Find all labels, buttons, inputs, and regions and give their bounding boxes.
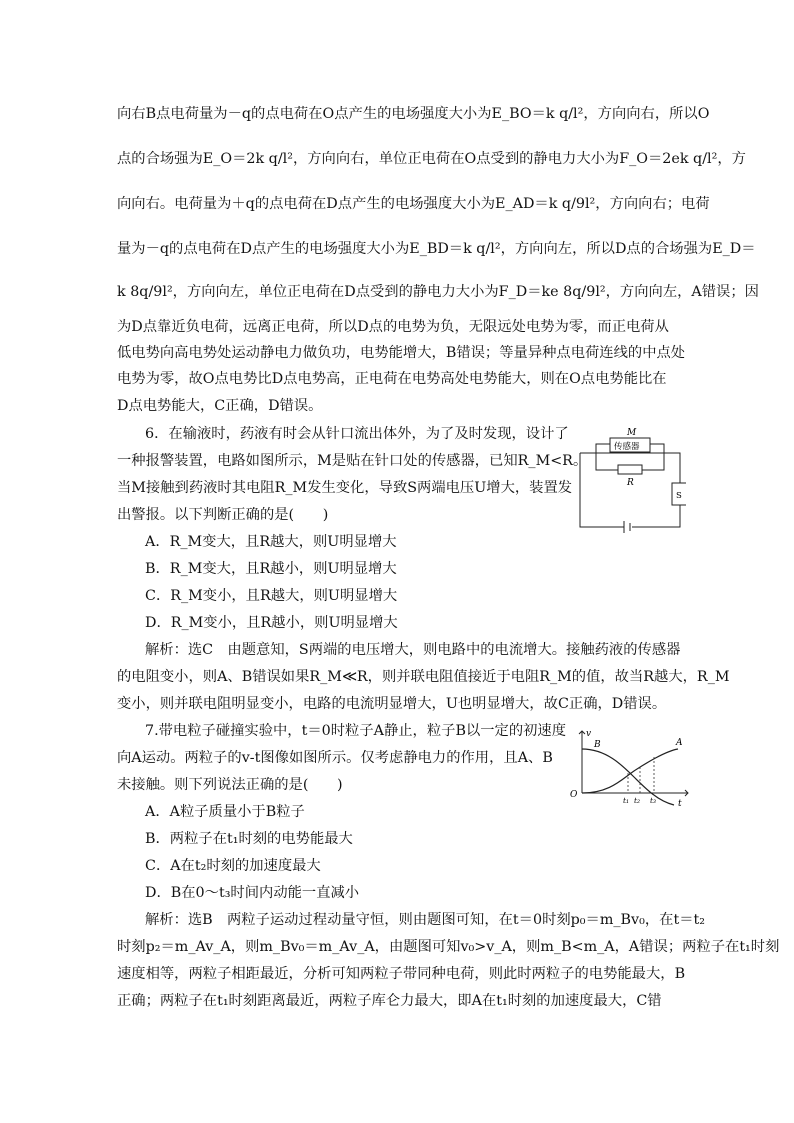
resistor-r [618,465,642,474]
text-line: 电势为零，故O点电势比D点电势高，正电荷在电势高处电势能大，则在O点电势能比在 [117,371,667,387]
text-line: 点的合场强为E_O＝2k q/l²，方向向右，单位正电荷在O点受到的静电力大小为F_O＝2ek q/l²，方 [117,151,746,167]
velocity-time-graph [566,727,692,811]
text-line: 7.带电粒子碰撞实验中，t＝0时粒子A静止，粒子B以一定的初速度 [145,723,567,739]
text-line: A．R_M变大，且R越大，则U明显增大 [145,534,397,550]
text-line: B．R_M变大，且R越小，则U明显增大 [145,561,397,577]
alarm-circuit-diagram [574,425,686,533]
text-line: 未接触。则下列说法正确的是( ) [117,777,343,793]
origin-label: O [570,790,578,800]
text-line: 6．在输液时，药液有时会从针口流出体外，为了及时发现，设计了 [145,426,569,442]
text-line: 一种报警装置，电路如图所示，M是贴在针口处的传感器，已知R_M<R。 [117,453,588,469]
text-line: 向右B点电荷量为－q的点电荷在O点产生的电场强度大小为E_BO＝k q/l²，方向向右，所以O [117,106,710,122]
text-line: 速度相等，两粒子相距最近，分析可知两粒子带同种电荷，则此时两粒子的电势能最大，B [117,966,686,982]
t-axis-label: t [678,799,682,809]
text-line: 为D点靠近负电荷，远离正电荷，所以D点的电势为负，无限远处电势为零，而正电荷从 [117,319,669,335]
text-line: D．R_M变小，且R越小，则U明显增大 [145,615,398,631]
text-line: A．A粒子质量小于B粒子 [145,804,305,820]
text-line: 变小，则并联电阻明显变小，电路的电流明显增大，U也明显增大，故C正确，D错误。 [117,696,667,712]
v-axis-label: v [586,729,592,739]
text-line: 低电势向高电势处运动静电力做负功，电势能增大，B错误；等量异种点电荷连线的中点处 [117,345,686,361]
text-line: 向向右。电荷量为＋q的点电荷在D点产生的电场强度大小为E_AD＝k q/9l²，方向向右；电荷 [117,196,710,212]
text-line: 向A运动。两粒子的v-t图像如图所示。仅考虑静电力的作用，且A、B [117,750,553,766]
curve-b-label: B [594,740,601,750]
text-line: 当M接触到药液时其电阻R_M发生变化，导致S两端电压U增大，装置发 [117,480,573,496]
text-line: D．B在0～t₃时间内动能一直减小 [145,885,360,901]
text-line: 时刻p₂＝m_Av_A，则m_Bv₀＝m_Av_A，由题图可知v₀>v_A，则m_B<m_A，A错误；两粒子在t₁时刻 [117,939,780,955]
text-line: 解析：选B 两粒子运动过程动量守恒，则由题图可知，在t＝0时刻p₀＝m_Bv₀，在t＝t₂ [145,912,705,928]
text-line: C．A在t₂时刻的加速度最大 [145,858,321,874]
curve-a-label: A [676,738,683,748]
text-line: 量为－q的点电荷在D点产生的电场强度大小为E_BD＝k q/l²，方向向左，所以D点的合场强为E_D＝ [117,241,756,257]
text-line: 正确；两粒子在t₁时刻距离最近，两粒子库仑力最大，即A在t₁时刻的加速度最大，C错 [117,993,662,1009]
curve-a [582,749,678,793]
r-label: R [627,478,634,488]
sensor-label: 传感器 [614,442,640,452]
t1-label: t₁ [623,796,630,805]
text-line: 出警报。以下判断正确的是( ) [117,507,329,523]
text-line: 解析：选C 由题意知，S两端的电压增大，则电路中的电流增大。接触药液的传感器 [145,642,681,658]
t2-label: t₂ [634,796,641,805]
text-line: D点电势能大，C正确，D错误。 [117,398,323,414]
s-label: S [676,491,682,501]
m-label: M [627,428,637,438]
text-line: 的电阻变小，则A、B错误如果R_M≪R，则并联电阻值接近于电阻R_M的值，故当R越大，R_M [117,669,730,685]
text-line: k 8q/9l²，方向向左，单位正电荷在D点受到的静电力大小为F_D＝ke 8q/9l²，方向向左，A错误；因 [117,284,759,300]
text-line: C．R_M变小，且R越大，则U明显增大 [145,588,398,604]
text-line: B．两粒子在t₁时刻的电势能最大 [145,831,353,847]
t3-label: t₃ [650,796,657,805]
